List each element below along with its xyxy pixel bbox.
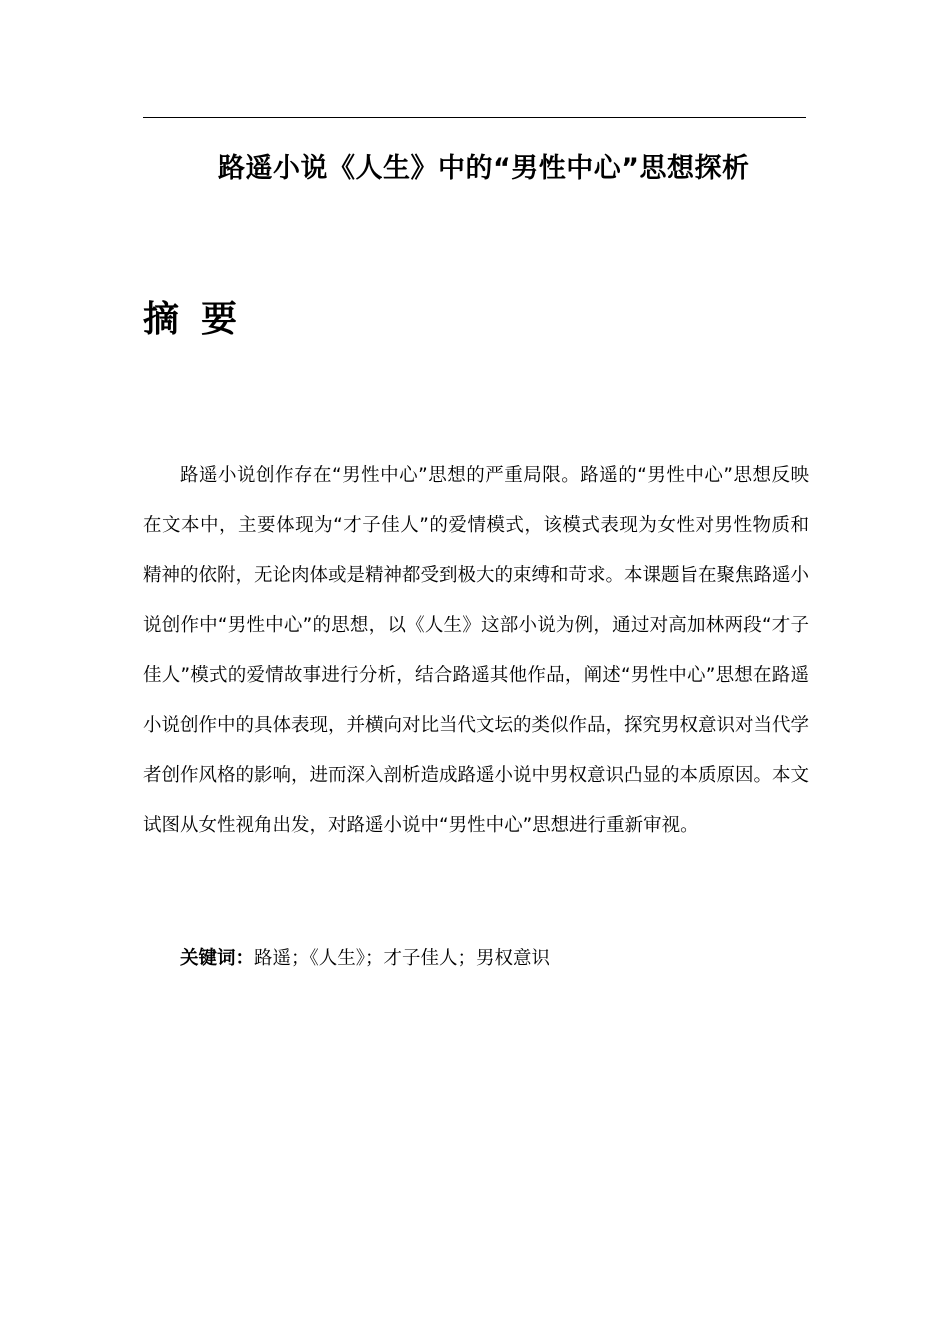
header-rule: [143, 117, 806, 118]
abstract-heading-char-1: 摘: [143, 299, 202, 340]
keywords-line: [143, 938, 809, 980]
keywords-label: 关键词：: [180, 948, 255, 969]
abstract-heading-char-2: 要: [201, 299, 260, 340]
document-title: 路遥小说《人生》中的“男性中心”思想探析: [218, 153, 750, 184]
abstract-heading: [143, 295, 259, 345]
abstract-paragraph: 路遥小说创作存在“男性中心”思想的严重局限。路遥的“男性中心”思想反映在文本中，主要体现为“才子佳人”的爱情模式，该模式表现为女性对男性物质和精神的依附，无论肉体或是精神都受到极大的束缚和苛求。本课题旨在聚焦路遥小说创作中“男性中心”的思想，以《人生》这部小说为例，通过对高加林两段“才子佳人”模式的爱情故事进行分析，结合路遥其他作品，阐述“男性中心”思想在路遥小说创作中的具体表现，并横向对比当代文坛的类似作品，探究男权意识对当代学者创作风格的影响，进而深入剖析造成路遥小说中男权意识凸显的本质原因。本文试图从女性视角出发，对路遥小说中“男性中心”思想进行重新审视。: [143, 465, 810, 836]
keywords-value: 路遥；《人生》；才子佳人；男权意识: [254, 948, 551, 969]
